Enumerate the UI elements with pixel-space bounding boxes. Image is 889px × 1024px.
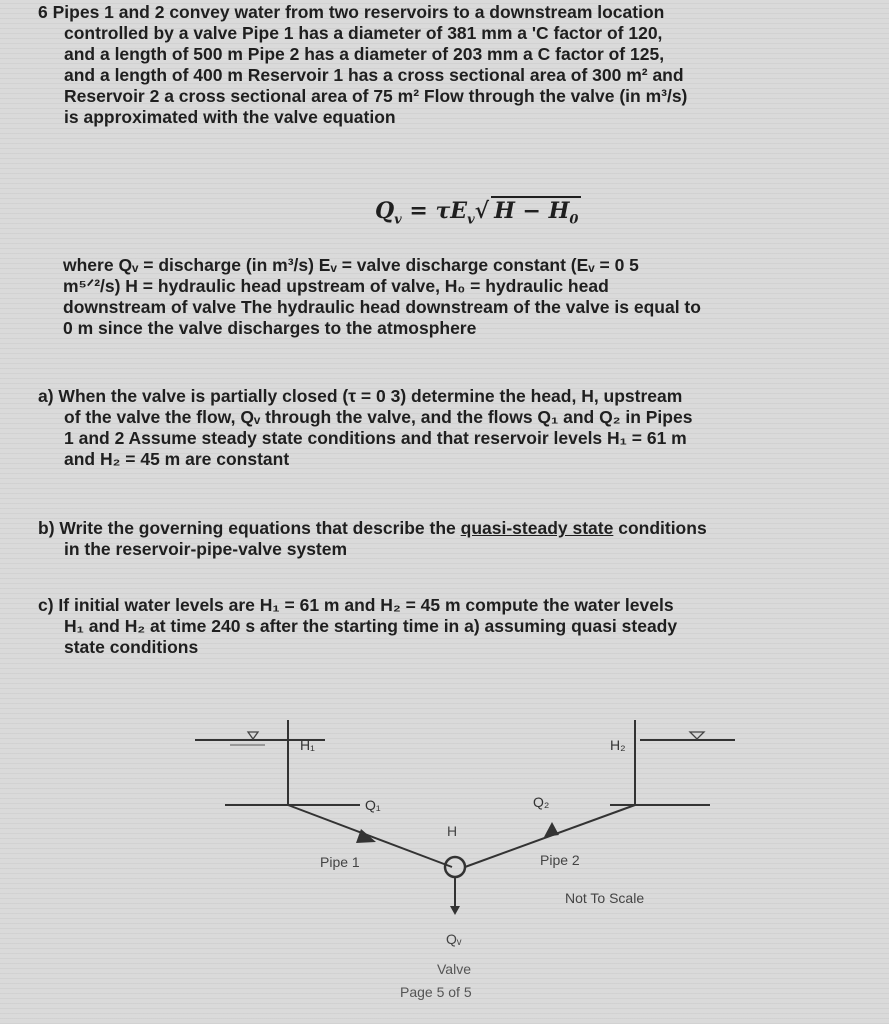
part-b	[38, 518, 707, 560]
pipe-1	[288, 805, 452, 867]
intro-line-3: and a length of 500 m Pipe 2 has a diameter of 203 mm a C factor of 125,	[64, 44, 665, 64]
problem-number: 6	[38, 2, 48, 22]
problem-intro	[38, 2, 883, 128]
part-a	[38, 386, 883, 470]
part-a-line-1: a) When the valve is partially closed (τ = 0 3) determine the head, H, upstream	[38, 386, 683, 406]
h-label: H	[447, 823, 458, 839]
h2-label: H₂	[610, 737, 626, 753]
radicand: $H - H_0$	[491, 196, 581, 227]
reservoir-2-level-icon	[690, 732, 704, 739]
q2-flow-arrow-icon	[544, 822, 559, 837]
intro-line-5: Reservoir 2 a cross sectional area of 75 m² Flow through the valve (in m³/s)	[64, 86, 688, 106]
page-number-label: Page 5 of 5	[400, 984, 472, 1000]
intro-line-4: and a length of 400 m Reservoir 1 has a cross sectional area of 300 m² and	[64, 65, 684, 85]
not-to-scale-label: Not To Scale	[565, 890, 645, 906]
valve-node	[445, 857, 465, 877]
reservoir-1-level-icon	[248, 732, 258, 739]
qv-label: Qᵥ	[446, 931, 462, 947]
pipe-2-label: Pipe 2	[540, 852, 580, 868]
intro-line-2: controlled by a valve Pipe 1 has a diameter of 381 mm a 'C factor of 120,	[64, 23, 663, 43]
intro-line-1: Pipes 1 and 2 convey water from two reservoirs to a downstream location	[52, 2, 665, 22]
where-line-1: where Qᵥ = discharge (in m³/s) Eᵥ = valve discharge constant (Eᵥ = 0 5	[63, 255, 639, 275]
part-b-line-2: in the reservoir-pipe-valve system	[64, 539, 348, 559]
q2-label: Q₂	[533, 794, 550, 810]
part-c	[38, 595, 677, 658]
part-b-underlined: quasi-steady state	[460, 518, 614, 538]
where-line-2: m⁵ᐟ²/s) H = hydraulic head upstream of valve, H₀ = hydraulic head	[63, 276, 609, 296]
where-definitions	[63, 255, 883, 339]
part-c-line-3: state conditions	[64, 637, 199, 657]
part-a-line-4: and H₂ = 45 m are constant	[64, 449, 290, 469]
where-line-4: 0 m since the valve discharges to the atmosphere	[63, 318, 477, 338]
pipe-1-label: Pipe 1	[320, 854, 360, 870]
valve-label: Valve	[437, 961, 471, 977]
part-b-pre: b) Write the governing equations that describe the	[38, 518, 461, 538]
down-arrow-icon	[450, 906, 460, 915]
part-c-line-2: H₁ and H₂ at time 240 s after the starting time in a) assuming quasi steady	[64, 616, 678, 636]
part-a-line-2: of the valve the flow, Qᵥ through the valve, and the flows Q₁ and Q₂ in Pipes	[64, 407, 693, 427]
part-c-line-1: c) If initial water levels are H₁ = 61 m and H₂ = 45 m compute the water levels	[38, 595, 674, 615]
diagram-svg	[190, 710, 760, 1010]
h1-label: H₁	[300, 737, 315, 753]
intro-line-6: is approximated with the valve equation	[64, 107, 396, 127]
reservoir-pipe-diagram	[190, 710, 760, 1010]
part-b-post: conditions	[613, 518, 707, 538]
where-line-3: downstream of valve The hydraulic head downstream of the valve is equal to	[63, 297, 701, 317]
part-a-line-3: 1 and 2 Assume steady state conditions and that reservoir levels H₁ = 61 m	[64, 428, 687, 448]
valve-equation: $Q_v = \tau E_v√$ $H - H_0$	[375, 196, 581, 227]
q1-label: Q₁	[365, 797, 381, 813]
